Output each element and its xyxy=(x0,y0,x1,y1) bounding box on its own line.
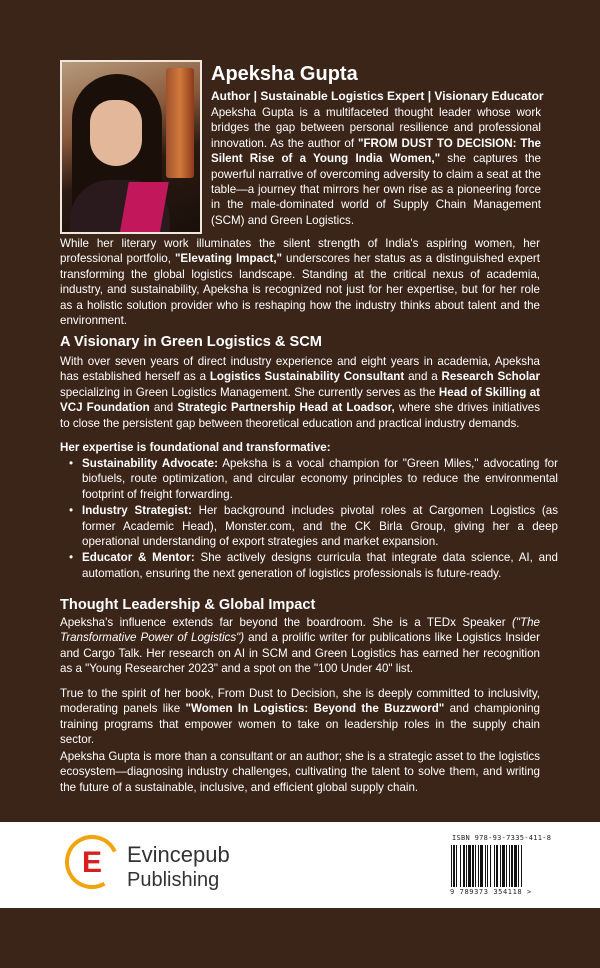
barcode-bar xyxy=(487,845,488,887)
role-head-skilling: Head of Skilling at VCJ Foundation xyxy=(60,385,540,415)
photo-face xyxy=(90,100,142,166)
portfolio-text-2: underscores her status as a distinguished expert transforming the global logistics landscape. Standing at the critical nexus of academia, industry, and sustainability, Apeksha is recognized not just for her expertise, but for her role as a holistic solution provider who is reshaping how the industry thinks about talent and the environment. xyxy=(60,252,540,328)
portfolio-title: "Elevating Impact," xyxy=(174,252,283,266)
tedx-talk-title: ("The Transformative Power of Logistics") xyxy=(60,616,540,645)
barcode-bar xyxy=(514,845,517,887)
intro-text-2: she captures the powerful narrative of overcoming adversity to claim a seat at the table—a journey that mirrors her own rise as a pioneering force in the male-dominated world of Supply Chain Management (SCM) and Green Logistics. xyxy=(211,152,541,227)
publisher-logo-icon xyxy=(62,832,122,892)
barcode-bar xyxy=(496,845,498,887)
role-research-scholar: Research Scholar xyxy=(441,370,541,384)
inclusivity-paragraph xyxy=(60,686,540,748)
barcode-bar xyxy=(502,845,505,887)
closing-paragraph: Apeksha Gupta is more than a consultant or an author; she is a strategic asset to the logistics ecosystem—diagnosing industry challenges, cultivating the talent to solve them, and writing the future of a sustainable, inclusive, and efficient global supply chain. xyxy=(60,750,540,794)
bullet-label: Sustainability Advocate: xyxy=(82,457,218,470)
expertise-lead: Her expertise is foundational and transformative: xyxy=(60,441,331,454)
barcode-bar xyxy=(468,845,471,887)
experience-text-2: and a xyxy=(404,370,442,384)
barcode-bar xyxy=(456,845,457,887)
bullet-text: She actively designs curricula that integrate data science, AI, and automation, ensuring the next generation of logistics professionals is future-ready. xyxy=(82,551,558,580)
inclusivity-text-2: and championing training programs that empower women to take on leadership roles in the supply chain sector. xyxy=(60,702,540,747)
portfolio-text-1: While her literary work illuminates the silent strength of India's aspiring women, her professional portfolio, xyxy=(60,237,540,266)
logo-letter: E xyxy=(81,846,103,879)
author-name: Apeksha Gupta xyxy=(211,63,358,85)
intro-text-1: Apeksha Gupta is a multifaceted thought leader whose work bridges the gap between personal resilience and professional innovation. As the author of xyxy=(211,106,541,150)
influence-paragraph xyxy=(60,615,540,677)
barcode-bar xyxy=(500,845,501,887)
experience-text-3: specializing in Green Logistics Management. She currently serves as the xyxy=(60,385,439,399)
list-item xyxy=(82,456,558,502)
book-title: "FROM DUST TO DECISION: The Silent Rise of a Young India Women," xyxy=(211,136,542,166)
barcode-bar xyxy=(518,845,519,887)
barcode-bar xyxy=(509,845,510,887)
section-heading-green-logistics: A Visionary in Green Logistics & SCM xyxy=(60,334,322,350)
publisher-name-line1: Evincepub xyxy=(127,842,230,867)
expertise-list xyxy=(64,456,558,582)
inclusivity-text-1: True to the spirit of her book, From Dust to Decision, she is deeply committed to inclusivity, moderating panels like xyxy=(60,687,540,716)
barcode-icon xyxy=(450,845,544,887)
list-item xyxy=(82,503,558,549)
barcode-bar xyxy=(475,845,476,887)
barcode-number: 9 789373 354118 > xyxy=(450,888,532,896)
barcode-bar xyxy=(511,845,513,887)
bottom-strip xyxy=(0,908,600,968)
barcode-bar xyxy=(521,845,522,887)
panel-title: "Women In Logistics: Beyond the Buzzword" xyxy=(185,702,445,716)
publisher-name-line2: Publishing xyxy=(127,869,220,891)
barcode-bar xyxy=(466,845,467,887)
author-photo xyxy=(60,60,202,234)
section-heading-thought-leadership: Thought Leadership & Global Impact xyxy=(60,597,316,613)
barcode-bar xyxy=(463,845,465,887)
barcode-bar xyxy=(506,845,507,887)
barcode-bar xyxy=(453,845,455,887)
barcode-bar xyxy=(451,845,452,887)
isbn-label: ISBN 978-93-7335-411-8 xyxy=(452,834,552,842)
influence-text-1: Apeksha's influence extends far beyond the boardroom. She is a TEDx Speaker xyxy=(60,616,513,629)
portfolio-paragraph xyxy=(60,236,540,328)
list-item xyxy=(82,550,558,581)
barcode-bar xyxy=(490,845,491,887)
barcode-bar xyxy=(460,845,461,887)
influence-text-2: and a prolific writer for publications like Logistics Insider and Cargo Talk. Her research on AI in SCM and Green Logistics has earned her recognition as a "Young Researcher 2023" and a spot on the "100 Under 40" list. xyxy=(60,631,540,676)
experience-text-4: and xyxy=(149,401,178,415)
barcode-bar xyxy=(485,845,486,887)
bullet-text: Apeksha is a vocal champion for "Green Miles," advocating for biofuels, route optimization, and circular economy principles to reduce the environmental footprint of freight forwarding. xyxy=(82,457,558,501)
barcode-bar xyxy=(478,845,479,887)
bullet-label: Industry Strategist: xyxy=(82,504,192,518)
experience-text-5: where she drives initiatives to close the persistent gap between theoretical education and practical industry demands. xyxy=(60,401,541,430)
experience-text-1: With over seven years of direct industry experience and eight years in academia, Apeksha has established herself as a xyxy=(60,355,540,384)
intro-paragraph xyxy=(211,105,541,228)
bullet-label: Educator & Mentor: xyxy=(82,551,195,565)
role-consultant: Logistics Sustainability Consultant xyxy=(209,370,405,384)
barcode-bar xyxy=(480,845,483,887)
experience-paragraph xyxy=(60,354,540,431)
role-partnership-head: Strategic Partnership Head at Loadsor, xyxy=(177,401,395,415)
author-subtitle: Author | Sustainable Logistics Expert | Visionary Educator xyxy=(211,89,544,103)
photo-pillar xyxy=(166,68,194,178)
barcode-bar xyxy=(494,845,495,887)
barcode-bar xyxy=(472,845,474,887)
bullet-text: Her background includes pivotal roles at Cargomen Logistics (as former Academic Head), Monster.com, and the CK Birla Group, giving her a deep operational understanding of export strategies and market expansion. xyxy=(82,504,559,549)
